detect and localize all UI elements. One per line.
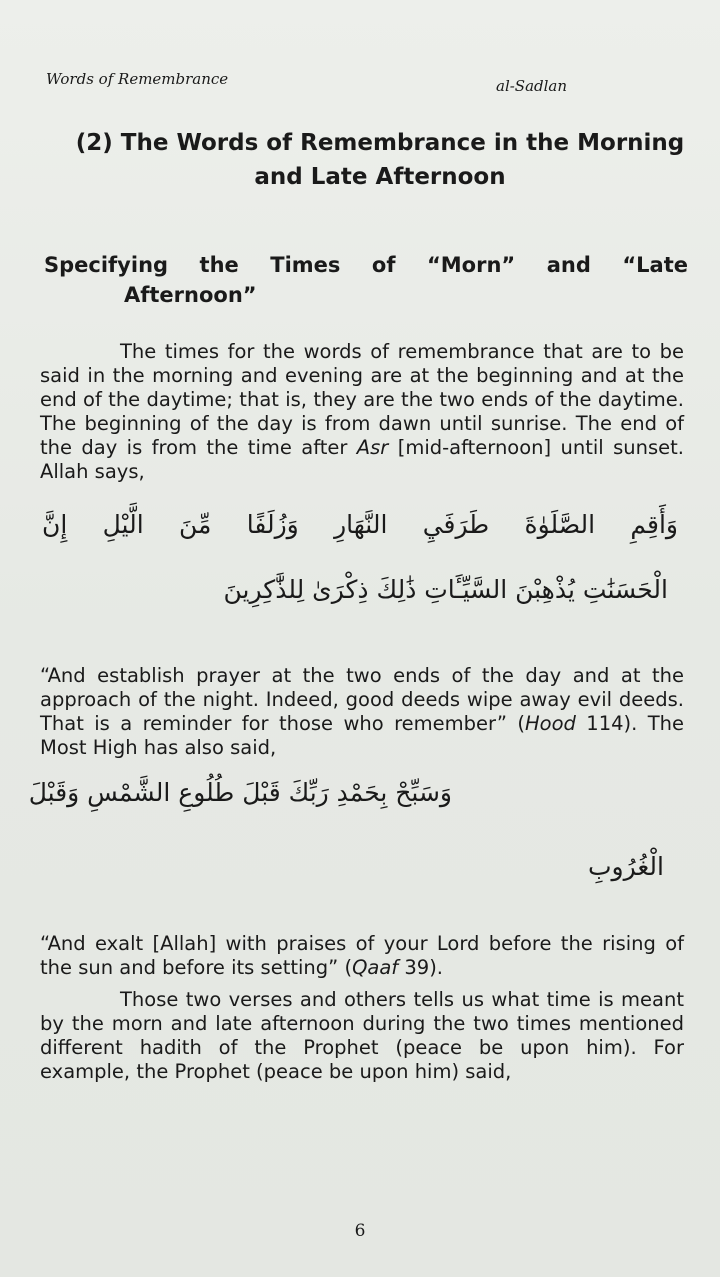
section-title [44,250,688,310]
chapter-title-line-1: (2) The Words of Remembrance in the Morning [75,130,685,156]
paragraph-qaaf-translation [40,932,684,980]
running-header-title: Words of Remembrance [46,70,229,88]
paragraph-1-text-end: [mid-afternoon] until sunset. Allah says, [40,436,685,483]
paragraph-3-italic: Qaaf [352,956,399,979]
verse-2-arabic-line-1: وَسَبِّحْ بِحَمْدِ رَبِّكَ قَبْلَ طُلُوعِ الشَّمْسِ وَقَبْلَ [28,778,452,807]
page-number: 6 [354,1221,366,1241]
section-title-line-1: Specifying the Times of “Morn” and “Late [44,253,688,277]
paragraph-1-italic: Asr [356,436,389,459]
chapter-title [40,126,720,194]
paragraph-3-text: “And exalt [Allah] with praises of your Lord before the rising of the sun and before its setting” ( [40,932,684,979]
running-header-author: al-Sadlan [496,77,568,95]
verse-1-arabic-line-1: وَأَقِمِ الصَّلَوٰةَ طَرَفَيِ النَّهَارِ وَزُلَفًا مِّنَ الَّيْلِ إِنَّ [42,510,678,539]
chapter-title-line-2: and Late Afternoon [254,164,506,190]
verse-2-arabic-line-2: الْغُرُوبِ [587,852,664,881]
paragraph-3-text-end: 39). [398,956,444,979]
paragraph-hadith-intro [40,988,684,1084]
paragraph-2-text: “And establish prayer at the two ends of the day and at the approach of the night. Indeed, good deeds wipe away evil deeds. That is a reminder for those who remember” ( [40,664,684,735]
paragraph-hood-translation [40,664,684,760]
paragraph-2-italic: Hood [524,712,576,735]
paragraph-1-text: The times for the words of remembrance that are to be said in the morning and evening are at the beginning and at the end of the daytime; that is, they are the two ends of the daytime. The beginning of the day is from dawn until sunrise. The end of the day is from the time after [40,340,684,459]
paragraph-4-text: Those two verses and others tells us what time is meant by the morn and late afternoon during the two times mentioned different hadith of the Prophet (peace be upon him). For example, the Prophet (peace be upon him) said, [40,988,684,1083]
paragraph-2-text-end: 114). The Most High has also said, [40,712,684,759]
section-title-line-2: Afternoon” [124,283,257,307]
verse-1-arabic-line-2: الْحَسَنَٰتِ يُذْهِبْنَ السَّيِّـَٔاتِ ذَٰلِكَ ذِكْرَىٰ لِلذَّٰكِرِينَ [223,575,668,604]
paragraph-times-explanation [40,340,684,484]
